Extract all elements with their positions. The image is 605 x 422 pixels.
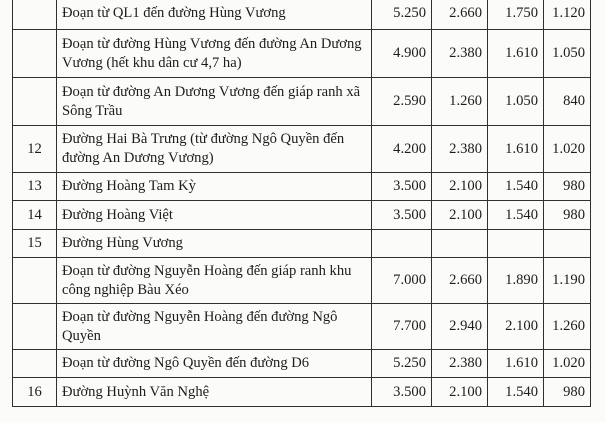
price-position-2: 2.380 xyxy=(432,126,488,173)
price-position-3: 1.750 xyxy=(488,0,544,30)
price-position-4: 980 xyxy=(544,378,591,407)
table-row xyxy=(13,0,591,30)
price-position-3: 1.890 xyxy=(488,258,544,304)
price-position-4: 1.190 xyxy=(544,258,591,304)
price-position-3: 1.050 xyxy=(488,78,544,126)
road-segment-name: Đoạn từ đường Nguyễn Hoàng đến đường Ngô Quyền xyxy=(57,304,372,350)
table-row xyxy=(13,126,591,173)
price-position-3: 1.610 xyxy=(488,30,544,78)
price-position-3: 1.610 xyxy=(488,350,544,378)
row-number: 12 xyxy=(13,126,57,173)
row-number xyxy=(13,0,57,30)
price-position-2: 1.260 xyxy=(432,78,488,126)
row-number: 14 xyxy=(13,201,57,230)
table-row xyxy=(13,378,591,407)
price-position-1: 5.250 xyxy=(372,350,432,378)
price-position-4: 1.020 xyxy=(544,126,591,173)
road-segment-name: Đoạn từ đường Ngô Quyền đến đường D6 xyxy=(57,350,372,378)
table-row xyxy=(13,78,591,126)
price-position-3: 2.100 xyxy=(488,304,544,350)
price-position-4: 980 xyxy=(544,173,591,201)
table-row xyxy=(13,230,591,258)
price-position-1: 3.500 xyxy=(372,173,432,201)
road-segment-name: Đường Hai Bà Trưng (từ đường Ngô Quyền đến đường An Dương Vương) xyxy=(57,126,372,173)
price-position-4: 980 xyxy=(544,201,591,230)
road-segment-name: Đoạn từ đường Hùng Vương đến đường An Dương Vương (hết khu dân cư 4,7 ha) xyxy=(57,30,372,78)
price-position-2: 2.940 xyxy=(432,304,488,350)
price-position-3 xyxy=(488,230,544,258)
price-position-1 xyxy=(372,230,432,258)
table-row xyxy=(13,201,591,230)
road-segment-name: Đường Huỳnh Văn Nghệ xyxy=(57,378,372,407)
price-position-2: 2.380 xyxy=(432,30,488,78)
price-position-2: 2.660 xyxy=(432,0,488,30)
table-row xyxy=(13,30,591,78)
row-number xyxy=(13,350,57,378)
price-position-4: 1.120 xyxy=(544,0,591,30)
price-position-1: 5.250 xyxy=(372,0,432,30)
row-number xyxy=(13,78,57,126)
price-position-2: 2.100 xyxy=(432,201,488,230)
row-number: 15 xyxy=(13,230,57,258)
price-position-4: 1.260 xyxy=(544,304,591,350)
price-position-3: 1.540 xyxy=(488,201,544,230)
road-segment-name: Đường Hùng Vương xyxy=(57,230,372,258)
road-segment-name: Đoạn từ đường An Dương Vương đến giáp ranh xã Sông Trầu xyxy=(57,78,372,126)
price-position-4: 840 xyxy=(544,78,591,126)
road-segment-name: Đoạn từ QL1 đến đường Hùng Vương xyxy=(57,0,372,30)
price-position-4: 1.020 xyxy=(544,350,591,378)
price-position-1: 3.500 xyxy=(372,201,432,230)
price-position-1: 4.200 xyxy=(372,126,432,173)
price-position-3: 1.540 xyxy=(488,173,544,201)
row-number: 13 xyxy=(13,173,57,201)
row-number xyxy=(13,30,57,78)
road-segment-name: Đường Hoàng Việt xyxy=(57,201,372,230)
table-row xyxy=(13,173,591,201)
table-row xyxy=(13,258,591,304)
road-segment-name: Đoạn từ đường Nguyễn Hoàng đến giáp ranh khu công nghiệp Bàu Xéo xyxy=(57,258,372,304)
price-position-2: 2.100 xyxy=(432,378,488,407)
price-position-2: 2.660 xyxy=(432,258,488,304)
land-price-table xyxy=(12,0,591,407)
row-number xyxy=(13,258,57,304)
row-number xyxy=(13,304,57,350)
table-row xyxy=(13,350,591,378)
price-position-1: 7.700 xyxy=(372,304,432,350)
price-position-2: 2.100 xyxy=(432,173,488,201)
table-row xyxy=(13,304,591,350)
row-number: 16 xyxy=(13,378,57,407)
price-position-3: 1.610 xyxy=(488,126,544,173)
price-position-1: 3.500 xyxy=(372,378,432,407)
price-position-1: 4.900 xyxy=(372,30,432,78)
price-position-1: 2.590 xyxy=(372,78,432,126)
road-segment-name: Đường Hoàng Tam Kỳ xyxy=(57,173,372,201)
price-position-2: 2.380 xyxy=(432,350,488,378)
price-position-4: 1.050 xyxy=(544,30,591,78)
price-position-1: 7.000 xyxy=(372,258,432,304)
price-position-2 xyxy=(432,230,488,258)
price-position-3: 1.540 xyxy=(488,378,544,407)
price-position-4 xyxy=(544,230,591,258)
